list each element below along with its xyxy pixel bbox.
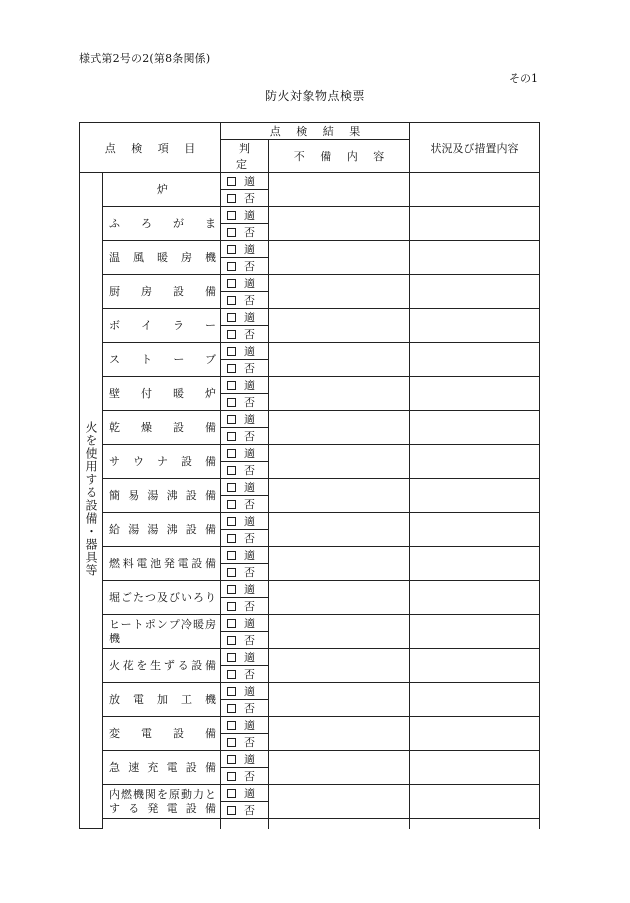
category-label: 火を使用する設備・器具等 bbox=[84, 420, 98, 577]
judge-ng-label: 否 bbox=[244, 328, 255, 341]
table-row bbox=[80, 751, 540, 768]
judge-ng-label: 否 bbox=[244, 566, 255, 579]
judge-ok-label: 適 bbox=[244, 175, 255, 188]
judge-ng-label: 否 bbox=[244, 668, 255, 681]
table-row bbox=[80, 615, 540, 632]
judge-ok bbox=[221, 717, 269, 734]
judge-ok-label: 適 bbox=[244, 719, 255, 732]
checkbox-ok[interactable] bbox=[227, 279, 236, 288]
item-label: 内燃機関を原動力とする発電設備 bbox=[109, 787, 216, 815]
defect-cell[interactable] bbox=[269, 547, 410, 581]
header-item: 点 検 項 目 bbox=[80, 123, 221, 173]
judge-ng-label: 否 bbox=[244, 192, 255, 205]
item-name bbox=[103, 309, 221, 343]
judge-ng bbox=[221, 598, 269, 615]
defect-cell[interactable] bbox=[269, 377, 410, 411]
checkbox-ok[interactable] bbox=[227, 721, 236, 730]
checkbox-ng[interactable] bbox=[227, 262, 236, 271]
checkbox-ok[interactable] bbox=[227, 177, 236, 186]
status-cell[interactable] bbox=[410, 547, 540, 581]
status-cell[interactable] bbox=[410, 411, 540, 445]
judge-ng-label: 否 bbox=[244, 260, 255, 273]
judge-ng bbox=[221, 632, 269, 649]
item-name bbox=[103, 343, 221, 377]
judge-ng-label: 否 bbox=[244, 804, 255, 817]
defect-cell[interactable] bbox=[269, 275, 410, 309]
item-name bbox=[103, 275, 221, 309]
item-label: 簡易湯沸設備 bbox=[109, 488, 216, 502]
continuation-cell bbox=[103, 819, 221, 829]
item-name bbox=[103, 445, 221, 479]
judge-ok bbox=[221, 343, 269, 360]
checkbox-ok[interactable] bbox=[227, 755, 236, 764]
checkbox-ng[interactable] bbox=[227, 636, 236, 645]
item-label: ヒートポンプ冷暖房機 bbox=[109, 617, 216, 645]
item-name bbox=[103, 751, 221, 785]
item-name bbox=[103, 513, 221, 547]
table-row bbox=[80, 207, 540, 224]
defect-cell[interactable] bbox=[269, 717, 410, 751]
item-name bbox=[103, 683, 221, 717]
checkbox-ng[interactable] bbox=[227, 466, 236, 475]
checkbox-ng[interactable] bbox=[227, 296, 236, 305]
status-cell[interactable] bbox=[410, 751, 540, 785]
checkbox-ok[interactable] bbox=[227, 619, 236, 628]
item-name bbox=[103, 615, 221, 649]
judge-ng bbox=[221, 768, 269, 785]
inspection-table bbox=[79, 122, 540, 829]
judge-ng-label: 否 bbox=[244, 770, 255, 783]
item-label: 乾燥設備 bbox=[109, 420, 216, 434]
judge-ng-label: 否 bbox=[244, 498, 255, 511]
item-name bbox=[103, 649, 221, 683]
judge-ng bbox=[221, 292, 269, 309]
judge-ok-label: 適 bbox=[244, 651, 255, 664]
judge-ok bbox=[221, 445, 269, 462]
continuation-cell bbox=[269, 819, 410, 829]
judge-ok bbox=[221, 207, 269, 224]
judge-ok-label: 適 bbox=[244, 243, 255, 256]
judge-ok bbox=[221, 411, 269, 428]
status-cell[interactable] bbox=[410, 275, 540, 309]
status-cell[interactable] bbox=[410, 615, 540, 649]
checkbox-ok[interactable] bbox=[227, 245, 236, 254]
sheet-number: その1 bbox=[509, 72, 538, 85]
judge-ok bbox=[221, 173, 269, 190]
header-defect: 不 備 内 容 bbox=[269, 140, 410, 173]
checkbox-ng[interactable] bbox=[227, 194, 236, 203]
judge-ok bbox=[221, 683, 269, 700]
item-name bbox=[103, 241, 221, 275]
checkbox-ng[interactable] bbox=[227, 772, 236, 781]
table-row bbox=[80, 173, 540, 190]
table-row bbox=[80, 547, 540, 564]
defect-cell[interactable] bbox=[269, 683, 410, 717]
judge-ok bbox=[221, 377, 269, 394]
status-cell[interactable] bbox=[410, 683, 540, 717]
item-label: 変電設備 bbox=[109, 726, 216, 740]
judge-ng-label: 否 bbox=[244, 464, 255, 477]
status-cell[interactable] bbox=[410, 649, 540, 683]
judge-ng-label: 否 bbox=[244, 396, 255, 409]
checkbox-ng[interactable] bbox=[227, 806, 236, 815]
form-number: 様式第2号の2(第8条関係) bbox=[79, 52, 211, 65]
defect-cell[interactable] bbox=[269, 207, 410, 241]
defect-cell[interactable] bbox=[269, 173, 410, 207]
defect-cell[interactable] bbox=[269, 581, 410, 615]
judge-ok bbox=[221, 309, 269, 326]
table-row bbox=[80, 683, 540, 700]
defect-cell[interactable] bbox=[269, 751, 410, 785]
judge-ok-label: 適 bbox=[244, 787, 255, 800]
status-cell[interactable] bbox=[410, 581, 540, 615]
checkbox-ok[interactable] bbox=[227, 211, 236, 220]
header-judgment: 判 定 bbox=[221, 140, 269, 173]
table-row bbox=[80, 411, 540, 428]
item-name bbox=[103, 377, 221, 411]
judge-ok-label: 適 bbox=[244, 447, 255, 460]
judge-ok bbox=[221, 615, 269, 632]
checkbox-ok[interactable] bbox=[227, 347, 236, 356]
table-row bbox=[80, 309, 540, 326]
item-name bbox=[103, 173, 221, 207]
checkbox-ng[interactable] bbox=[227, 398, 236, 407]
header-status: 状況及び措置内容 bbox=[410, 123, 540, 173]
judge-ng bbox=[221, 496, 269, 513]
status-cell[interactable] bbox=[410, 241, 540, 275]
checkbox-ok[interactable] bbox=[227, 483, 236, 492]
judge-ok-label: 適 bbox=[244, 209, 255, 222]
table-row bbox=[80, 377, 540, 394]
judge-ng-label: 否 bbox=[244, 294, 255, 307]
judge-ok bbox=[221, 547, 269, 564]
defect-cell[interactable] bbox=[269, 445, 410, 479]
judge-ok-label: 適 bbox=[244, 345, 255, 358]
item-label: ボイラー bbox=[109, 318, 216, 332]
judge-ok-label: 適 bbox=[244, 685, 255, 698]
judge-ng-label: 否 bbox=[244, 634, 255, 647]
judge-ng-label: 否 bbox=[244, 736, 255, 749]
checkbox-ng[interactable] bbox=[227, 534, 236, 543]
table-row bbox=[80, 241, 540, 258]
item-label: ストーブ bbox=[109, 352, 216, 366]
checkbox-ng[interactable] bbox=[227, 602, 236, 611]
status-cell[interactable] bbox=[410, 207, 540, 241]
judge-ng bbox=[221, 428, 269, 445]
page-title: 防火対象物点検票 bbox=[264, 89, 365, 103]
defect-cell[interactable] bbox=[269, 479, 410, 513]
checkbox-ng[interactable] bbox=[227, 432, 236, 441]
defect-cell[interactable] bbox=[269, 649, 410, 683]
table-row bbox=[80, 445, 540, 462]
judge-ng bbox=[221, 326, 269, 343]
checkbox-ok[interactable] bbox=[227, 517, 236, 526]
table-row bbox=[80, 275, 540, 292]
judge-ng bbox=[221, 190, 269, 207]
checkbox-ng[interactable] bbox=[227, 704, 236, 713]
judge-ng bbox=[221, 802, 269, 819]
table-row bbox=[80, 513, 540, 530]
judge-ng bbox=[221, 360, 269, 377]
item-name bbox=[103, 411, 221, 445]
status-cell[interactable] bbox=[410, 445, 540, 479]
defect-cell[interactable] bbox=[269, 343, 410, 377]
checkbox-ng[interactable] bbox=[227, 670, 236, 679]
judge-ok-label: 適 bbox=[244, 481, 255, 494]
item-label: 温風暖房機 bbox=[109, 250, 216, 264]
judge-ng-label: 否 bbox=[244, 532, 255, 545]
judge-ng bbox=[221, 462, 269, 479]
judge-ng bbox=[221, 666, 269, 683]
judge-ng bbox=[221, 530, 269, 547]
judge-ok-label: 適 bbox=[244, 617, 255, 630]
judge-ok bbox=[221, 479, 269, 496]
checkbox-ok[interactable] bbox=[227, 687, 236, 696]
judge-ok-label: 適 bbox=[244, 583, 255, 596]
judge-ok bbox=[221, 513, 269, 530]
defect-cell[interactable] bbox=[269, 411, 410, 445]
item-name bbox=[103, 581, 221, 615]
status-cell[interactable] bbox=[410, 785, 540, 819]
defect-cell[interactable] bbox=[269, 785, 410, 819]
judge-ng bbox=[221, 394, 269, 411]
checkbox-ng[interactable] bbox=[227, 568, 236, 577]
judge-ng bbox=[221, 258, 269, 275]
status-cell[interactable] bbox=[410, 479, 540, 513]
defect-cell[interactable] bbox=[269, 241, 410, 275]
judge-ok-label: 適 bbox=[244, 549, 255, 562]
checkbox-ng[interactable] bbox=[227, 738, 236, 747]
judge-ok bbox=[221, 275, 269, 292]
status-cell[interactable] bbox=[410, 377, 540, 411]
judge-ng bbox=[221, 700, 269, 717]
item-label: サウナ設備 bbox=[109, 454, 216, 468]
continuation-cell bbox=[221, 819, 269, 829]
item-label: 火花を生ずる設備 bbox=[109, 658, 216, 672]
judge-ok bbox=[221, 785, 269, 802]
judge-ok-label: 適 bbox=[244, 277, 255, 290]
table-row bbox=[80, 649, 540, 666]
judge-ng-label: 否 bbox=[244, 362, 255, 375]
item-label: 燃料電池発電設備 bbox=[109, 556, 216, 570]
checkbox-ok[interactable] bbox=[227, 449, 236, 458]
continuation-cell bbox=[410, 819, 540, 829]
item-label: 給湯湯沸設備 bbox=[109, 522, 216, 536]
status-cell[interactable] bbox=[410, 309, 540, 343]
judge-ok-label: 適 bbox=[244, 515, 255, 528]
item-label: 放電加工機 bbox=[109, 692, 216, 706]
judge-ok-label: 適 bbox=[244, 379, 255, 392]
item-label: 堀ごたつ及びいろり bbox=[109, 590, 216, 604]
table-row bbox=[80, 785, 540, 802]
table-row bbox=[80, 717, 540, 734]
judge-ok bbox=[221, 241, 269, 258]
checkbox-ok[interactable] bbox=[227, 585, 236, 594]
judge-ok bbox=[221, 649, 269, 666]
item-label: 厨房設備 bbox=[109, 284, 216, 298]
checkbox-ok[interactable] bbox=[227, 313, 236, 322]
judge-ok bbox=[221, 581, 269, 598]
judge-ok-label: 適 bbox=[244, 753, 255, 766]
item-label: ふろがま bbox=[109, 216, 216, 230]
judge-ok-label: 適 bbox=[244, 413, 255, 426]
checkbox-ng[interactable] bbox=[227, 330, 236, 339]
item-name bbox=[103, 717, 221, 751]
table-row bbox=[80, 479, 540, 496]
judge-ng-label: 否 bbox=[244, 226, 255, 239]
judge-ok-label: 適 bbox=[244, 311, 255, 324]
checkbox-ok[interactable] bbox=[227, 381, 236, 390]
category-cell bbox=[80, 173, 103, 829]
item-label: 急速充電設備 bbox=[109, 760, 216, 774]
item-name bbox=[103, 547, 221, 581]
table-row bbox=[80, 581, 540, 598]
judge-ng bbox=[221, 224, 269, 241]
judge-ng bbox=[221, 734, 269, 751]
status-cell[interactable] bbox=[410, 343, 540, 377]
continuation-row bbox=[80, 819, 540, 829]
defect-cell[interactable] bbox=[269, 309, 410, 343]
judge-ng-label: 否 bbox=[244, 600, 255, 613]
defect-cell[interactable] bbox=[269, 615, 410, 649]
status-cell[interactable] bbox=[410, 717, 540, 751]
checkbox-ng[interactable] bbox=[227, 228, 236, 237]
judge-ng-label: 否 bbox=[244, 430, 255, 443]
item-label: 壁付暖炉 bbox=[109, 386, 216, 400]
checkbox-ng[interactable] bbox=[227, 500, 236, 509]
header-result: 点 検 結 果 bbox=[221, 123, 410, 140]
judge-ng bbox=[221, 564, 269, 581]
checkbox-ok[interactable] bbox=[227, 551, 236, 560]
defect-cell[interactable] bbox=[269, 513, 410, 547]
judge-ng-label: 否 bbox=[244, 702, 255, 715]
item-name bbox=[103, 785, 221, 819]
checkbox-ok[interactable] bbox=[227, 653, 236, 662]
checkbox-ok[interactable] bbox=[227, 415, 236, 424]
status-cell[interactable] bbox=[410, 513, 540, 547]
status-cell[interactable] bbox=[410, 173, 540, 207]
item-name bbox=[103, 479, 221, 513]
checkbox-ok[interactable] bbox=[227, 789, 236, 798]
table-row bbox=[80, 343, 540, 360]
judge-ok bbox=[221, 751, 269, 768]
item-name bbox=[103, 207, 221, 241]
item-label: 炉 bbox=[157, 182, 168, 196]
checkbox-ng[interactable] bbox=[227, 364, 236, 373]
